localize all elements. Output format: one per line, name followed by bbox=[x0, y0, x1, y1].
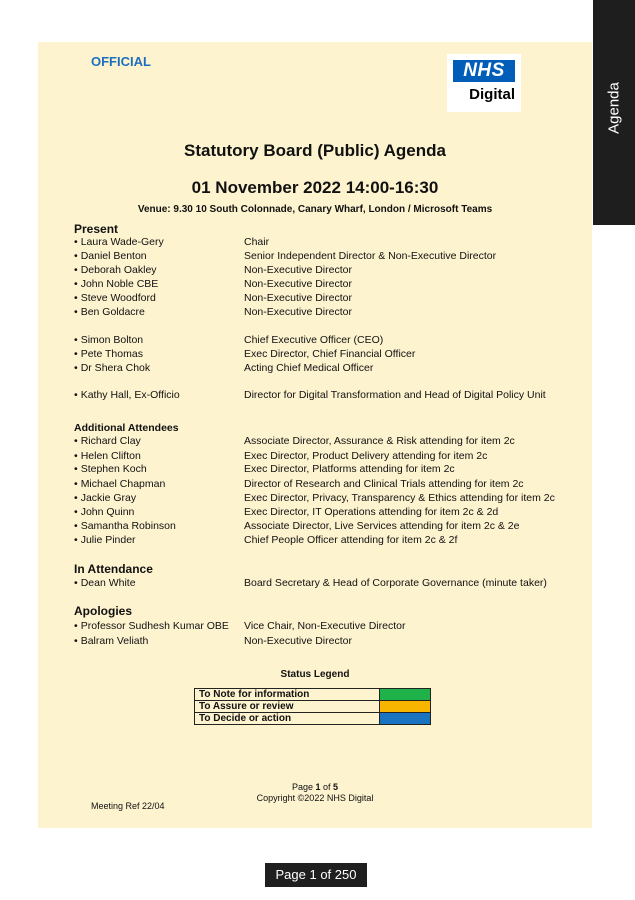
legend-swatch-amber bbox=[380, 701, 431, 713]
attendee-row bbox=[74, 292, 574, 306]
attendee-name: • John Quinn bbox=[74, 506, 134, 518]
attendee-name: • Simon Bolton bbox=[74, 334, 143, 346]
classification-label: OFFICIAL bbox=[91, 54, 151, 69]
legend-row bbox=[195, 689, 431, 701]
status-legend-title: Status Legend bbox=[280, 669, 350, 680]
in-attendance-heading: In Attendance bbox=[74, 562, 153, 576]
attendee-name: • Richard Clay bbox=[74, 435, 141, 447]
attendee-role: Non-Executive Director bbox=[244, 635, 352, 647]
attendee-role: Non-Executive Director bbox=[244, 292, 352, 304]
legend-label: To Note for information bbox=[195, 689, 380, 701]
logo-nhs-text: NHS bbox=[453, 60, 515, 82]
attendee-row bbox=[74, 278, 574, 292]
footer-page-total: 5 bbox=[333, 782, 339, 792]
attendee-row bbox=[74, 264, 574, 278]
footer-page-prefix: Page bbox=[291, 782, 316, 792]
attendee-role: Senior Independent Director & Non-Executive Director bbox=[244, 250, 497, 262]
attendee-role: Chief Executive Officer (CEO) bbox=[244, 334, 384, 346]
status-legend-table bbox=[194, 688, 431, 725]
attendee-role: Exec Director, Product Delivery attending for item 2c bbox=[244, 450, 488, 462]
attendee-role: Director of Research and Clinical Trials attending for item 2c bbox=[244, 478, 524, 490]
attendee-role: Non-Executive Director bbox=[244, 306, 352, 318]
legend-swatch-green bbox=[380, 689, 431, 701]
footer-copyright: Copyright ©2022 NHS Digital bbox=[256, 793, 374, 803]
meeting-reference: Meeting Ref 22/04 bbox=[91, 801, 165, 811]
legend-swatch-blue bbox=[380, 713, 431, 725]
attendee-name: • Stephen Koch bbox=[74, 463, 147, 475]
attendee-role: Exec Director, Privacy, Transparency & Ethics attending for item 2c bbox=[244, 492, 555, 504]
attendee-role: Board Secretary & Head of Corporate Governance (minute taker) bbox=[244, 577, 547, 589]
meeting-venue: Venue: 9.30 10 South Colonnade, Canary Wharf, London / Microsoft Teams bbox=[137, 204, 493, 215]
page-title: Statutory Board (Public) Agenda bbox=[184, 141, 446, 160]
side-tab-label: Agenda bbox=[605, 82, 623, 134]
attendee-name: • Laura Wade-Gery bbox=[74, 236, 164, 248]
attendee-row bbox=[74, 389, 574, 403]
attendee-row bbox=[74, 620, 574, 634]
attendee-name: • John Noble CBE bbox=[74, 278, 158, 290]
attendee-name: • Balram Veliath bbox=[74, 635, 148, 647]
attendee-row bbox=[74, 306, 574, 320]
attendee-role: Non-Executive Director bbox=[244, 278, 352, 290]
attendee-name: • Steve Woodford bbox=[74, 292, 156, 304]
legend-row bbox=[195, 701, 431, 713]
legend-label: To Decide or action bbox=[195, 713, 380, 725]
attendee-row bbox=[74, 463, 574, 477]
attendee-name: • Michael Chapman bbox=[74, 478, 165, 490]
attendee-role: Associate Director, Assurance & Risk attending for item 2c bbox=[244, 435, 515, 447]
attendee-role: Exec Director, Platforms attending for item 2c bbox=[244, 463, 455, 475]
footer-page-sep: of bbox=[320, 782, 334, 792]
apologies-heading: Apologies bbox=[74, 604, 133, 618]
footer-page-current: 1 bbox=[315, 782, 321, 792]
attendee-row bbox=[74, 348, 574, 362]
attendee-row bbox=[74, 435, 574, 449]
attendee-role: Associate Director, Live Services attending for item 2c & 2e bbox=[244, 520, 520, 532]
side-tab-agenda[interactable] bbox=[593, 0, 635, 225]
attendee-role: Non-Executive Director bbox=[244, 264, 352, 276]
present-heading: Present bbox=[74, 222, 119, 236]
attendee-name: • Deborah Oakley bbox=[74, 264, 157, 276]
attendee-row bbox=[74, 250, 574, 264]
attendee-row bbox=[74, 577, 574, 591]
document-page bbox=[38, 42, 592, 828]
attendee-row bbox=[74, 362, 574, 376]
attendee-row bbox=[74, 450, 574, 464]
viewer-page-indicator[interactable]: Page 1 of 250 bbox=[265, 863, 367, 887]
attendee-name: • Samantha Robinson bbox=[74, 520, 176, 532]
attendee-role: Vice Chair, Non-Executive Director bbox=[244, 620, 406, 632]
attendee-role: Director for Digital Transformation and Head of Digital Policy Unit bbox=[244, 389, 546, 401]
attendee-row bbox=[74, 506, 574, 520]
attendee-role: Exec Director, Chief Financial Officer bbox=[244, 348, 416, 360]
attendee-name: • Daniel Benton bbox=[74, 250, 147, 262]
legend-row bbox=[195, 713, 431, 725]
attendee-role: Acting Chief Medical Officer bbox=[244, 362, 374, 374]
attendee-role: Chair bbox=[244, 236, 270, 248]
attendee-row bbox=[74, 635, 574, 649]
additional-attendees-heading: Additional Attendees bbox=[74, 422, 179, 434]
attendee-name: • Dr Shera Chok bbox=[74, 362, 150, 374]
attendee-row bbox=[74, 492, 574, 506]
attendee-role: Chief People Officer attending for item 2c & 2f bbox=[244, 534, 458, 546]
attendee-row bbox=[74, 520, 574, 534]
attendee-name: • Professor Sudhesh Kumar OBE bbox=[74, 620, 229, 632]
attendee-name: • Kathy Hall, Ex-Officio bbox=[74, 389, 180, 401]
attendee-name: • Ben Goldacre bbox=[74, 306, 145, 318]
footer-page-number bbox=[38, 782, 592, 792]
attendee-name: • Pete Thomas bbox=[74, 348, 143, 360]
attendee-name: • Dean White bbox=[74, 577, 136, 589]
nhs-digital-logo bbox=[447, 54, 521, 112]
attendee-row bbox=[74, 478, 574, 492]
logo-digital-text: Digital bbox=[469, 86, 515, 103]
legend-label: To Assure or review bbox=[195, 701, 380, 713]
attendee-row bbox=[74, 236, 574, 250]
attendee-role: Exec Director, IT Operations attending for item 2c & 2d bbox=[244, 506, 499, 518]
meeting-datetime: 01 November 2022 14:00-16:30 bbox=[191, 178, 439, 197]
attendee-row bbox=[74, 334, 574, 348]
attendee-name: • Julie Pinder bbox=[74, 534, 136, 546]
attendee-name: • Helen Clifton bbox=[74, 450, 141, 462]
attendee-row bbox=[74, 534, 574, 548]
attendee-name: • Jackie Gray bbox=[74, 492, 136, 504]
